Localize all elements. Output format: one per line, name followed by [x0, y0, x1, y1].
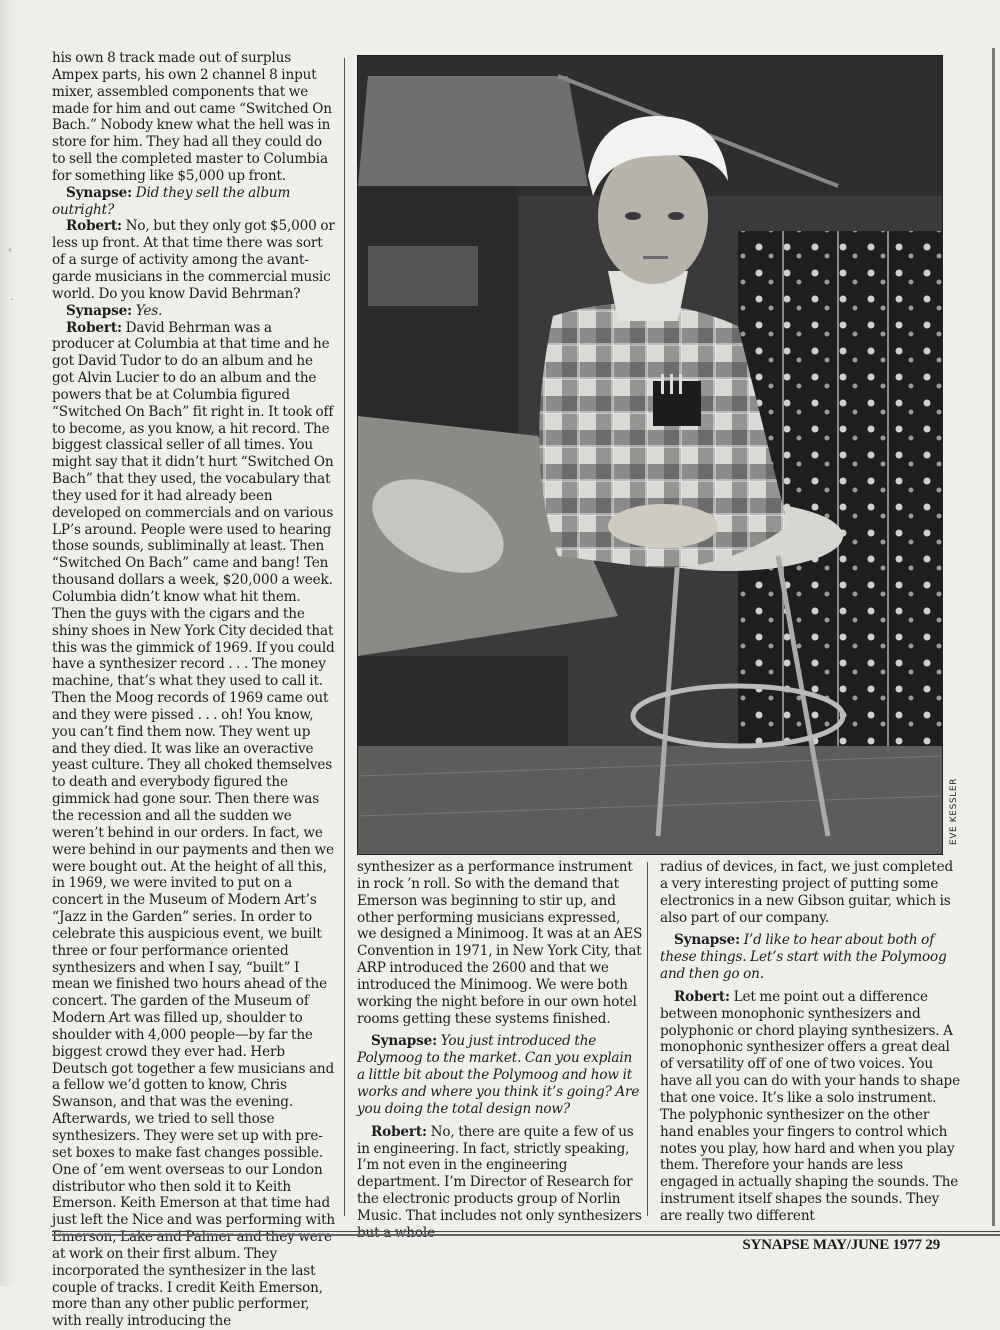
paragraph-question [52, 303, 336, 320]
paragraph-answer [52, 218, 336, 302]
column-divider [647, 862, 648, 1216]
publication-name: SYNAPSE [742, 1237, 809, 1253]
paragraph [52, 50, 336, 185]
paragraph-answer [52, 320, 336, 1330]
answer-text: David Behrman was a producer at Columbia at that time and he got David Tudor to do an album and he got Alvin Lucier to do an album and the powers that be at Columbia figured “Switched On Bach” fit right in. It took off to become, as you know, a hit record. The biggest classical seller of all times. You might say that it didn’t hurt “Switched On Bach” that they used, the vocabulary that they used for it had already been developed on commercials and on various LP’s around. People were used to hearing those sounds, subliminally at least. Then “Switched On Bach” came and bang! Ten thousand dollars a week, $20,000 a week. Columbia didn’t know what hit them. Then the guys with the cigars and the shiny shoes in New York City decided that this was the gimmick of 1969. If you could have a synthesizer record . . . The money machine, that’s what they used to call it. Then the Moog records of 1969 came out and they were pissed . . . oh! You know, you can’t find them now. They went up and they died. It was like an overactive yeast culture. They all choked themselves to death and everybody figured the gimmick had gone sour. Then there was the recession and all the sudden we weren’t behind in our orders. In fact, we were behind in our payments and then we were bought out. At the height of all this, in 1969, we were invited to put on a concert in the Museum of Modern Art’s “Jazz in the Garden” series. In order to celebrate this auspicious event, we built three or four performance oriented synthesizers and when I say, “built” I mean we finished two hours ahead of the concert. The garden of the Museum of Modern Art was filled up, shoulder to shoulder with 4,000 people—by far the biggest crowd they ever had. Herb Deutsch got together a few musicians and a fellow we’d gotten to know, Chris Swanson, and that was the evening. Afterwards, we tried to sell those synthesizers. They were set up with pre-set boxes to make fast changes possible. One of ’em went overseas to our London distributor who then sold it to Keith Emerson. Keith Emerson at that time had just left the Nice and was performing with Emerson, Lake and Palmer and they were at work on their first album. They incorporated the synthesizer in the last couple of tracks. I credit Keith Emerson, more than any other public performer, with really introducing the [52, 320, 335, 1330]
paragraph [660, 859, 960, 926]
answer-text: No, there are quite a few of us in engineering. In fact, strictly speaking, I’m not even in the engineering department. I’m Director of Research for the electronic products group of Norlin Music. That includes not only synthesizers but a whole [357, 1124, 642, 1241]
print-smudge: · [10, 295, 13, 306]
speaker-label: Robert: [371, 1124, 427, 1140]
footer-rule [52, 1234, 1000, 1236]
speaker-label: Synapse: [674, 932, 740, 948]
paragraph-question [52, 185, 336, 219]
speaker-label: Robert: [66, 218, 122, 234]
paragraph-question [357, 1033, 643, 1117]
issue-date: MAY/JUNE 1977 [813, 1237, 922, 1253]
print-smudge: ‹ [8, 245, 12, 256]
paragraph-answer [660, 989, 960, 1225]
page-edge-mark [992, 48, 995, 1226]
article-column-1 [52, 50, 336, 1330]
answer-text: Let me point out a difference between monophonic synthesizers and polyphonic or chord playing synthesizers. A monophonic synthesizer offers a great deal of versatility off of one of two voices. You have all you can do with your hands to shape that one voice. It’s like a solo instrument. The polyphonic synthesizer on the other hand enables your fingers to control which notes you play, how hard and when you play them. Therefore your hands are less engaged in actually shaping the sounds. The instrument itself shapes the sounds. They are really two different [660, 989, 960, 1224]
question-text: Yes. [136, 303, 163, 319]
question-text: Did they sell the album outright? [52, 185, 290, 218]
speaker-label: Robert: [674, 989, 730, 1005]
article-column-3 [660, 859, 960, 1225]
paragraph [357, 859, 643, 1027]
speaker-label: Robert: [66, 320, 122, 336]
speaker-label: Synapse: [66, 303, 132, 319]
answer-text: No, but they only got $5,000 or less up front. At that time there was sort of a surge of activity among the avant-garde musicians in the commercial music world. Do you know David Behrman? [52, 218, 335, 301]
paragraph-text: synthesizer as a performance instrument in rock ’n roll. So with the demand that Emerson was beginning to stir up, and other performing musicians expressed, we designed a Minimoog. It was at an AES Convention in 1971, in New York City, that ARP introduced the 2600 and that we introduced the Minimoog. We were both working the night before in our own hotel rooms getting these systems finished. [357, 859, 642, 1027]
page-footer [742, 1237, 940, 1254]
photo-credit: EVE KESSLER [949, 778, 959, 845]
question-text: You just introduced the Polymoog to the market. Can you explain a little bit about the Polymoog and how it works and where you think it’s going? Are you doing the total design now? [357, 1033, 639, 1116]
paragraph-text: his own 8 track made out of surplus Ampex parts, his own 2 channel 8 input mixer, assembled components that we made for him and out came “Switched On Bach.” Nobody knew what the hell was in store for him. They had all they could do to sell the completed master to Columbia for something like $5,000 up front. [52, 50, 332, 184]
article-photo [357, 55, 943, 855]
footer-rule [52, 1231, 1000, 1232]
photo-illustration [358, 56, 942, 854]
column-divider [344, 58, 345, 1216]
paragraph-answer [357, 1124, 643, 1242]
article-column-2 [357, 859, 643, 1242]
speaker-label: Synapse: [371, 1033, 437, 1049]
paragraph-question [660, 932, 960, 983]
question-text: I’d like to hear about both of these things. Let’s start with the Polymoog and then go on. [660, 932, 947, 982]
speaker-label: Synapse: [66, 185, 132, 201]
paragraph-text: radius of devices, in fact, we just completed a very interesting project of putting some electronics in a new Gibson guitar, which is also part of our company. [660, 859, 953, 926]
page-number: 29 [925, 1237, 940, 1253]
page-binding-edge [0, 0, 18, 1286]
